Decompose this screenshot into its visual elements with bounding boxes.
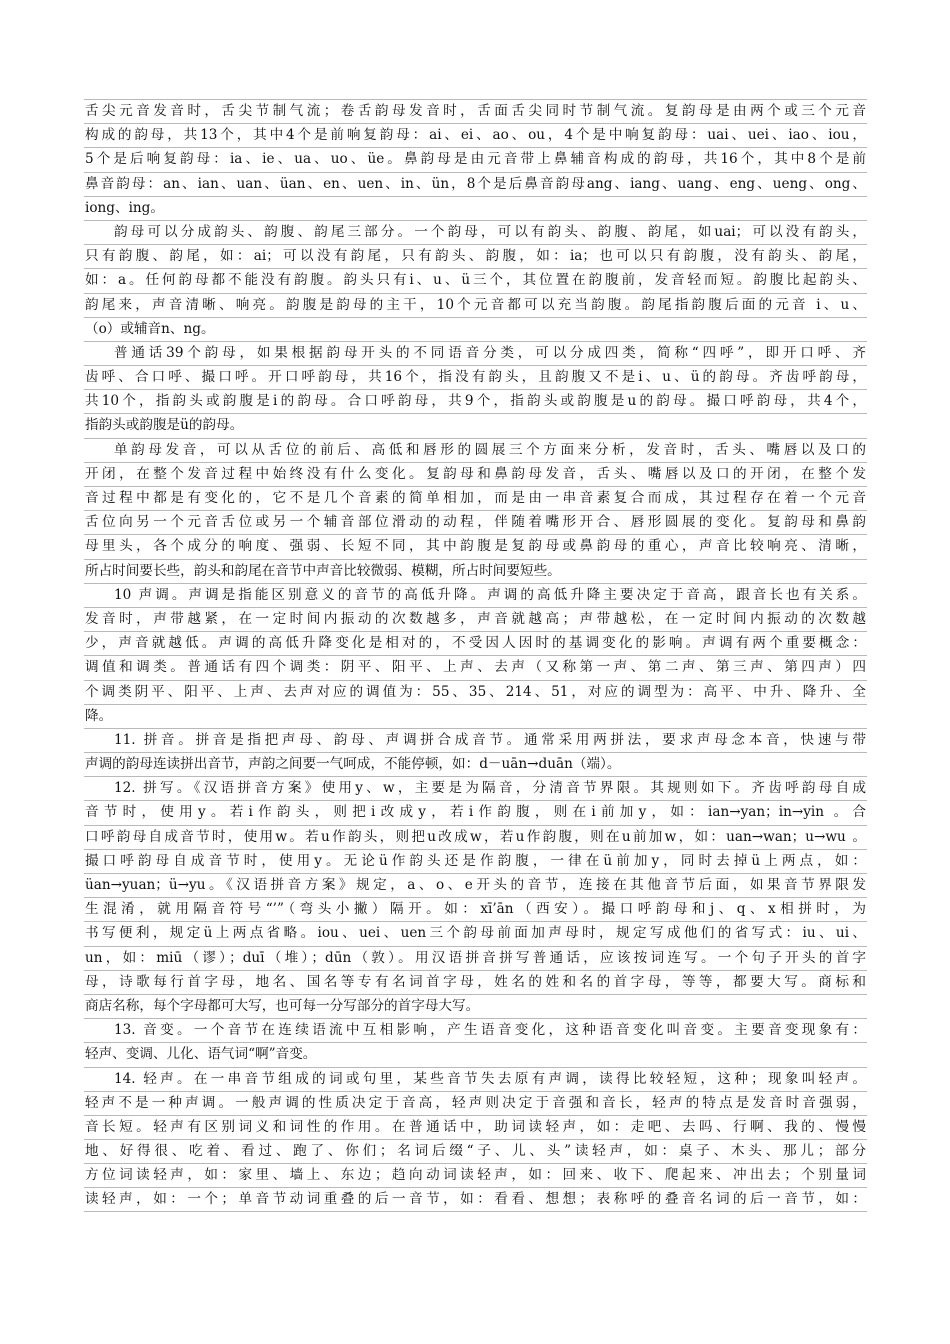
text-line: 共10个，指韵头或韵腹是i的韵母。合口呼韵母，共9个，指韵头或韵腹是u的韵母。撮口呼韵母，共4个， bbox=[84, 389, 867, 413]
paragraph-first-line: 11. 拼音。拼音是指把声母、韵母、声调拼合成音节。通常采用两拼法，要求声母念本音，快速与带 bbox=[84, 728, 867, 752]
text-line: 指韵头或韵腹是ü的韵母。 bbox=[84, 413, 867, 437]
paragraph-first-line: 14. 轻声。在一串音节组成的词或句里，某些音节失去原有声调，读得比较轻短，这种；现象叫轻声。 bbox=[84, 1067, 867, 1091]
text-line: 商店名称，每个字母都可大写，也可每一分写部分的首字母大写。 bbox=[84, 994, 867, 1018]
text-line: 音节时，使用y。若i作韵头，则把i改成y，若i作韵腹，则在i前加y，如：ian→yan；in→yin 。合 bbox=[84, 800, 867, 824]
paragraph-first-line: 单韵母发音，可以从舌位的前后、高低和唇形的圆展三个方面来分析，发音时，舌头、嘴唇以及口的 bbox=[84, 438, 867, 462]
text-line: 口呼韵母自成音节时，使用w。若u作韵头，则把u改成w，若u作韵腹，则在u前加w，如：uan→wan；u→wu 。 bbox=[84, 825, 867, 849]
text-line: un，如：miū（谬）；duī（堆）；dūn（敦）。用汉语拼音拼写普通话，应该按词连写。一个句子开头的首字 bbox=[84, 946, 867, 970]
paragraph-first-line: 10 声调。声调是指能区别意义的音节的高低升降。声调的高低升降主要决定于音高，跟音长也有关系。 bbox=[84, 583, 867, 607]
text-line: 母，诗歌每行首字母，地名、国名等专有名词首字母，姓名的姓和名的首字母，等等，都要大写。商标和 bbox=[84, 970, 867, 994]
text-line: üan→yuan；ü→yu。《汉语拼音方案》规定，a、o、e开头的音节，连接在其他音节后面，如果音节界限发 bbox=[84, 873, 867, 897]
text-line: 地、好得很、吃着、看过、跑了、你们；名词后缀“子、儿、头”读轻声，如：桌子、木头、那儿；部分 bbox=[84, 1139, 867, 1163]
text-line: 轻声、变调、儿化、语气词“啊”音变。 bbox=[84, 1042, 867, 1066]
text-line: 齿呼、合口呼、撮口呼。开口呼韵母，共16个，指没有韵头，且韵腹又不是i、u、ü的韵母。齐齿呼韵母， bbox=[84, 365, 867, 389]
text-line: 如：a。任何韵母都不能没有韵腹。韵头只有i、u、ü三个，其位置在韵腹前，发音轻而短。韵腹比起韵头、 bbox=[84, 268, 867, 292]
text-line: 母里头，各个成分的响度、强弱、长短不同，其中韵腹是复韵母或鼻韵母的重心，声音比较响亮、清晰， bbox=[84, 534, 867, 558]
text-line: 只有韵腹、韵尾，如：ai；可以没有韵尾，只有韵头、韵腹，如：ia；也可以只有韵腹，没有韵头、韵尾， bbox=[84, 244, 867, 268]
text-line: 读轻声，如：一个；单音节动词重叠的后一音节，如：看看、想想；表称呼的叠音名词的后一音节，如： bbox=[84, 1187, 867, 1211]
paragraph-first-line: 韵母可以分成韵头、韵腹、韵尾三部分。一个韵母，可以有韵头、韵腹、韵尾，如uai；可以没有韵头， bbox=[84, 220, 867, 244]
text-line: 发音时，声带越紧，在一定时间内振动的次数越多，声音就越高；声带越松，在一定时间内振动的次数越 bbox=[84, 607, 867, 631]
text-line: 生混淆，就用隔音符号“’”（弯头小撇）隔开。如：xī’ān（西安）。撮口呼韵母和j、q、x相拼时，为 bbox=[84, 897, 867, 921]
text-line: 书写便利，规定ü上两点省略。iou、uei、uen三个韵母前面加声母时，规定写成他们的省写式：iu、ui、 bbox=[84, 921, 867, 945]
text-line: 调值和调类。普通话有四个调类：阴平、阳平、上声、去声（又称第一声、第二声、第三声、第四声）四 bbox=[84, 655, 867, 679]
text-line: 少，声音就越低。声调的高低升降变化是相对的，不受因人因时的基调变化的影响。声调有两个重要概念： bbox=[84, 631, 867, 655]
text-line: 5个是后响复韵母：ia、ie、ua、uo、üe。鼻韵母是由元音带上鼻辅音构成的韵母，共16个，其中8个是前 bbox=[84, 147, 867, 171]
text-line: 撮口呼韵母自成音节时，使用y。无论ü作韵头还是作韵腹，一律在ü前加y，同时去掉ü上两点，如： bbox=[84, 849, 867, 873]
text-line: （o）或辅音n、ng。 bbox=[84, 317, 867, 341]
text-line: 韵尾来，声音清晰、响亮。韵腹是韵母的主干，10个元音都可以充当韵腹。韵尾指韵腹后面的元音 i、u、 bbox=[84, 293, 867, 317]
paragraph-first-line: 12. 拼写。《汉语拼音方案》使用y、w，主要是为隔音，分清音节界限。其规则如下。齐齿呼韵母自成 bbox=[84, 776, 867, 800]
text-line: 个调类阴平、阳平、上声、去声对应的调值为：55、35、214、51，对应的调型为：高平、中升、降升、全 bbox=[84, 680, 867, 704]
text-line: 音长短。轻声有区别词义和词性的作用。在普通话中，助词读轻声，如：走吧、去吗、行啊、我的、慢慢 bbox=[84, 1115, 867, 1139]
text-line: 声调的韵母连读拼出音节，声韵之间要一气呵成，不能停顿，如：d－uān→duān（端）。 bbox=[84, 752, 867, 776]
text-line: 构成的韵母，共13个，其中4个是前响复韵母：ai、ei、ao、ou，4个是中响复韵母：uai、uei、iao、iou， bbox=[84, 123, 867, 147]
text-line: 所占时间要长些，韵头和韵尾在音节中声音比较微弱、模糊，所占时间要短些。 bbox=[84, 559, 867, 583]
text-line: 开闭，在整个发音过程中始终没有什么变化。复韵母和鼻韵母发音，舌头、嘴唇以及口的开闭，在整个发 bbox=[84, 462, 867, 486]
text-line: 方位词读轻声，如：家里、墙上、东边；趋向动词读轻声，如：回来、收下、爬起来、冲出去；个别量词 bbox=[84, 1163, 867, 1187]
text-line: 音过程中都是有变化的，它不是几个音素的简单相加，而是由一串音素复合而成，其过程存在着一个元音 bbox=[84, 486, 867, 510]
text-line: 鼻音韵母：an、ian、uan、üan、en、uen、in、ün，8个是后鼻音韵母ang、iang、uang、eng、ueng、ong、 bbox=[84, 172, 867, 196]
text-line: 舌尖元音发音时，舌尖节制气流；卷舌韵母发音时，舌面舌尖同时节制气流。复韵母是由两个或三个元音 bbox=[84, 99, 867, 123]
text-line: iong、ing。 bbox=[84, 196, 867, 220]
paragraph-first-line: 普通话39个韵母，如果根据韵母开头的不同语音分类，可以分成四类，简称“四呼”，即开口呼、齐 bbox=[84, 341, 867, 365]
text-line: 轻声不是一种声调。一般声调的性质决定于音高，轻声则决定于音强和音长，轻声的特点是发音时音强弱， bbox=[84, 1091, 867, 1115]
text-line: 降。 bbox=[84, 704, 867, 728]
paragraph-first-line: 13. 音变。一个音节在连续语流中互相影响，产生语音变化，这种语音变化叫音变。主要音变现象有： bbox=[84, 1018, 867, 1042]
text-line: 舌位向另一个元音舌位或另一个辅音部位滑动的动程，伴随着嘴形开合、唇形圆展的变化。复韵母和鼻韵 bbox=[84, 510, 867, 534]
document-body bbox=[84, 99, 867, 1212]
